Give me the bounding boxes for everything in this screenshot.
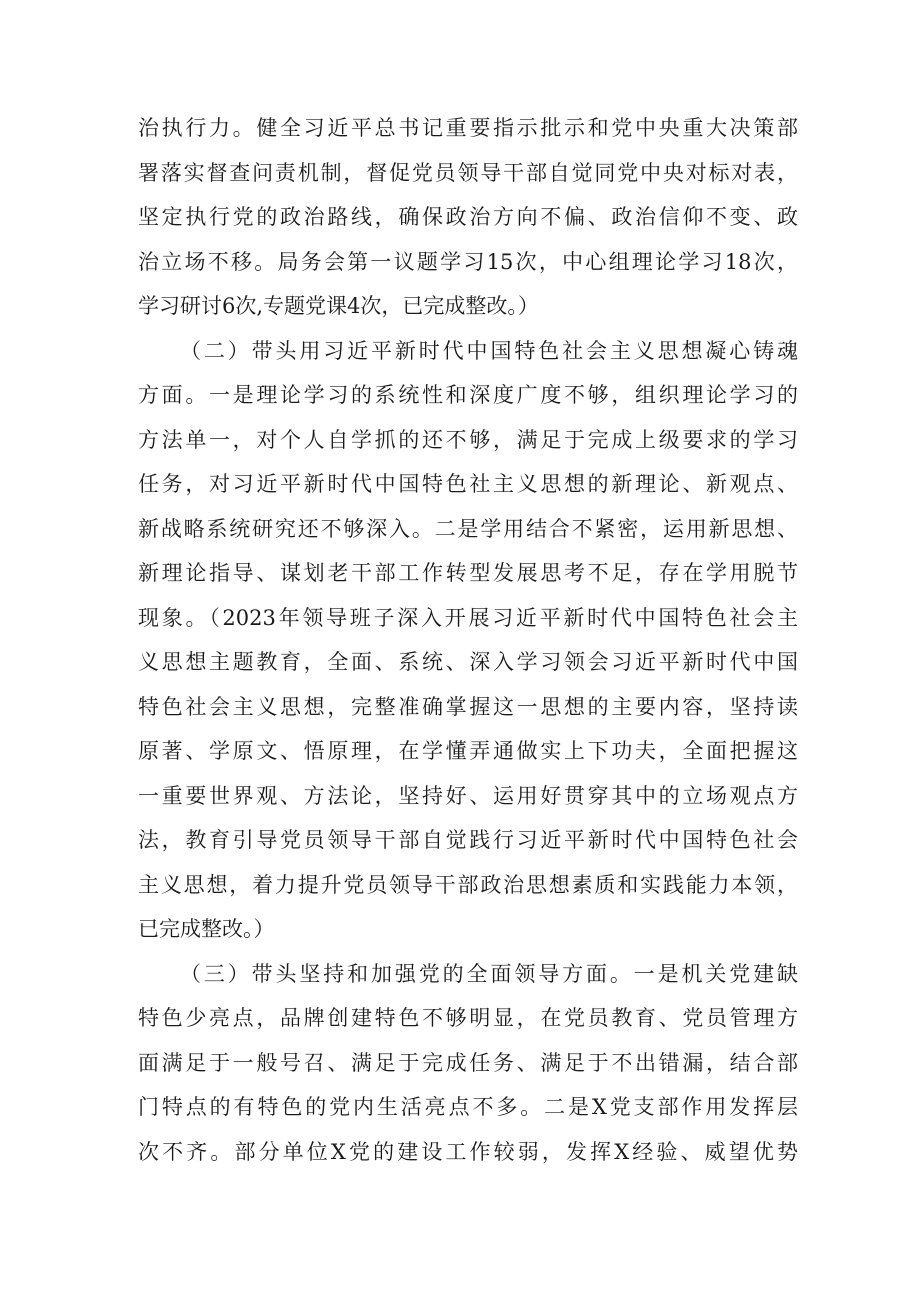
text-line: 法，教育引导党员领导干部自觉践行习近平新时代中国特色社会 (138, 828, 798, 852)
paragraph-start-line: （二）带头用习近平新时代中国特色社会主义思想凝心铸魂 (180, 338, 798, 363)
text-line: 次不齐。部分单位X党的建设工作较弱，发挥X经验、威望优势 (138, 1139, 798, 1164)
text-line: 新战略系统研究还不够深入。二是学用结合不紧密，运用新思想、 (138, 516, 798, 541)
text-line: 特色少亮点，品牌创建特色不够明显，在党员教育、党员管理方 (138, 1006, 798, 1030)
text-line: 门特点的有特色的党内生活亮点不多。二是X党支部作用发挥层 (138, 1095, 798, 1119)
text-line: 坚定执行党的政治路线，确保政治方向不偏、政治信仰不变、政 (138, 205, 798, 229)
text-line: 新理论指导、谋划老干部工作转型发展思考不足，存在学用脱节 (138, 561, 798, 585)
text-line: 署落实督查问责机制，督促党员领导干部自觉同党中央对标对表， (138, 160, 798, 185)
text-line: 任务，对习近平新时代中国特色社主义思想的新理论、新观点、 (138, 472, 798, 496)
text-line: 主义思想，着力提升党员领导干部政治思想素质和实践能力本领， (138, 872, 798, 897)
text-line: 现象。（2023年领导班子深入开展习近平新时代中国特色社会主 (138, 605, 798, 630)
paragraph-start-line: （三）带头坚持和加强党的全面领导方面。一是机关党建缺 (180, 961, 798, 986)
text-line: 原著、学原文、悟原理，在学懂弄通做实上下功夫，全面把握这 (138, 739, 798, 763)
text-line: 方面。一是理论学习的系统性和深度广度不够，组织理论学习的 (138, 383, 798, 407)
text-line: 学习研讨6次,专题党课4次，已完成整改。） (138, 294, 539, 318)
text-line: 治立场不移。局务会第一议题学习15次，中心组理论学习18次， (138, 249, 798, 274)
text-line: 义思想主题教育，全面、系统、深入学习领会习近平新时代中国 (138, 650, 798, 674)
text-line: 治执行力。健全习近平总书记重要指示批示和党中央重大决策部 (138, 116, 798, 140)
text-line: 一重要世界观、方法论，坚持好、运用好贯穿其中的立场观点方 (138, 783, 798, 808)
text-line: 方法单一，对个人自学抓的还不够，满足于完成上级要求的学习 (138, 427, 798, 452)
text-line: 特色社会主义思想，完整准确掌握这一思想的主要内容，坚持读 (138, 694, 798, 719)
text-line: 面满足于一般号召、满足于完成任务、满足于不出错漏，结合部 (138, 1050, 798, 1075)
body-text (138, 106, 798, 1174)
text-line: 已完成整改。） (138, 917, 275, 941)
